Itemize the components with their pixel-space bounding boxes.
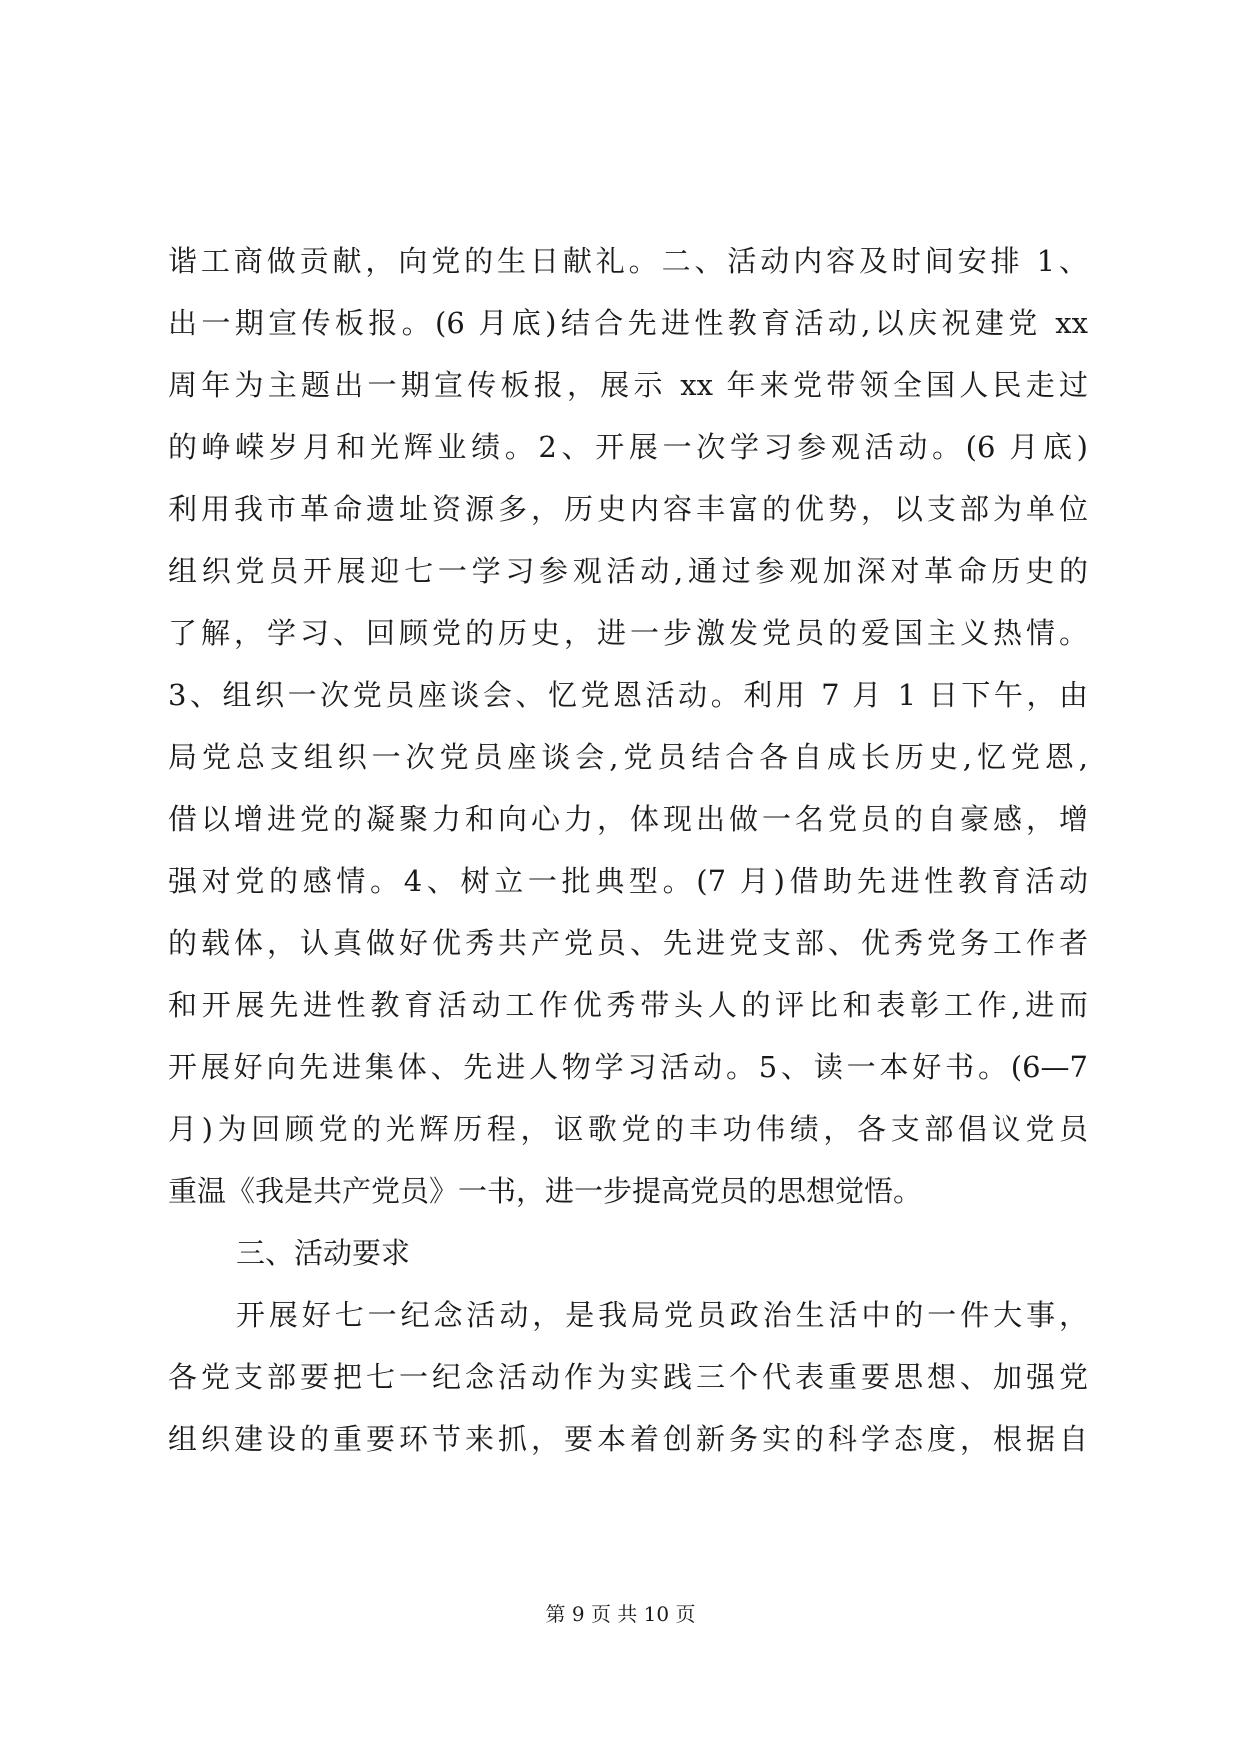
paragraph-line: 各党支部要把七一纪念活动作为实践三个代表重要思想、加强党 — [168, 1360, 1088, 1394]
paragraph-line: 开展好七一纪念活动，是我局党员政治生活中的一件大事， — [236, 1298, 1088, 1332]
text-line: 了解，学习、回顾党的历史，进一步激发党员的爱国主义热情。 — [168, 616, 1088, 650]
text-line: 3、组织一次党员座谈会、忆党恩活动。利用 7 月 1 日下午，由 — [168, 678, 1088, 712]
text-line: 组织党员开展迎七一学习参观活动,通过参观加深对革命历史的 — [168, 554, 1088, 588]
paragraph-line: 组织建设的重要环节来抓，要本着创新务实的科学态度，根据自 — [168, 1422, 1088, 1456]
text-line: 月)为回顾党的光辉历程，讴歌党的丰功伟绩，各支部倡议党员 — [168, 1112, 1088, 1146]
text-line: 周年为主题出一期宣传板报，展示 xx 年来党带领全国人民走过 — [168, 368, 1088, 402]
text-line: 借以增进党的凝聚力和向心力，体现出做一名党员的自豪感，增 — [168, 802, 1088, 836]
text-line: 谐工商做贡献，向党的生日献礼。二、活动内容及时间安排 1、 — [168, 244, 1088, 278]
text-line: 局党总支组织一次党员座谈会,党员结合各自成长历史,忆党恩, — [168, 740, 1088, 774]
body-text — [168, 230, 1088, 1470]
text-line: 和开展先进性教育活动工作优秀带头人的评比和表彰工作,进而 — [168, 988, 1088, 1022]
text-line: 重温《我是共产党员》一书，进一步提高党员的思想觉悟。 — [168, 1174, 923, 1208]
text-line: 开展好向先进集体、先进人物学习活动。5、读一本好书。(6—7 — [168, 1050, 1088, 1084]
section-heading: 三、活动要求 — [236, 1236, 411, 1270]
text-line: 的载体，认真做好优秀共产党员、先进党支部、优秀党务工作者 — [168, 926, 1088, 960]
text-line: 的峥嵘岁月和光辉业绩。2、开展一次学习参观活动。(6 月底) — [168, 430, 1088, 464]
text-line: 强对党的感情。4、树立一批典型。(7 月)借助先进性教育活动 — [168, 864, 1088, 898]
page-number-footer: 第 9 页 共 10 页 — [545, 1602, 696, 1626]
text-line: 出一期宣传板报。(6 月底)结合先进性教育活动,以庆祝建党 xx — [168, 306, 1088, 340]
text-line: 利用我市革命遗址资源多，历史内容丰富的优势，以支部为单位 — [168, 492, 1088, 526]
